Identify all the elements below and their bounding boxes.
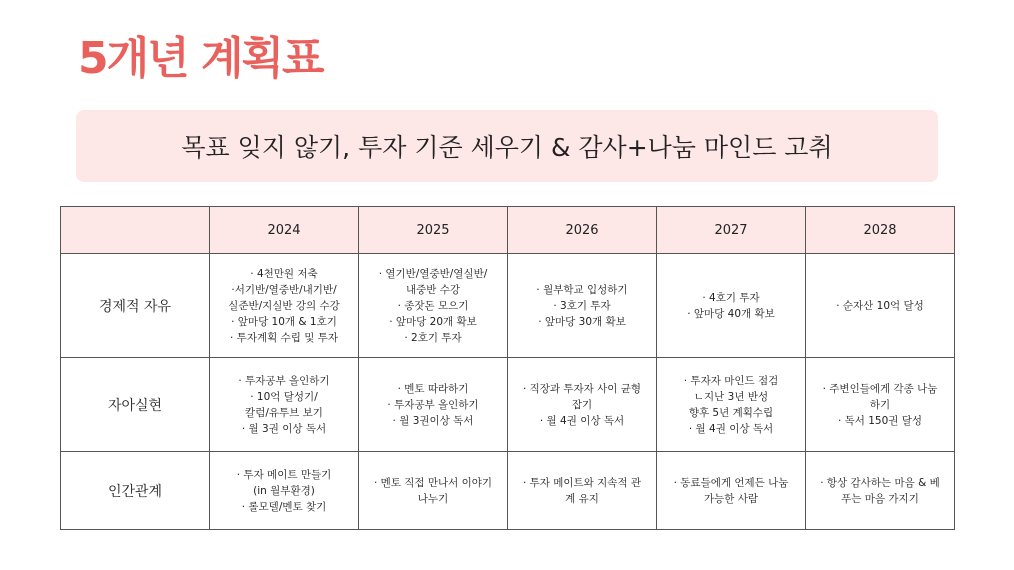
goal-text: 목표 잊지 않기, 투자 기준 세우기 & 감사+나눔 마인드 고취 — [181, 133, 833, 162]
table-cell: · 4천만원 저축 ·서기반/열중반/내기반/ 실준반/지실반 강의 수강 · 앞마당 10개 & 1호기 · 투자계획 수립 및 투자 — [210, 254, 359, 358]
goal-banner — [76, 110, 938, 182]
table-cell: · 멘토 따라하기 · 투자공부 올인하기 · 월 3권이상 독서 — [359, 358, 508, 452]
table-cell: · 직장과 투자자 사이 균형 잡기 · 월 4권 이상 독서 — [508, 358, 657, 452]
table-cell: · 4호기 투자 · 앞마당 40개 확보 — [657, 254, 806, 358]
page-title: 5개년 계획표 — [78, 33, 323, 84]
table-cell: · 동료들에게 언제든 나눔 가능한 사람 — [657, 452, 806, 530]
header-year-2026: 2026 — [508, 207, 657, 254]
table-cell: · 투자공부 올인하기 · 10억 달성기/ 칼럼/유투브 보기 · 월 3권 이상 독서 — [210, 358, 359, 452]
table-cell: · 투자자 마인드 점검 ㄴ지난 3년 반성 향후 5년 계획수립 · 월 4권 이상 독서 — [657, 358, 806, 452]
table-cell: · 항상 감사하는 마음 & 베 푸는 마음 가지기 — [806, 452, 955, 530]
row-label-relationships: 인간관계 — [61, 452, 210, 530]
table-cell: · 투자 메이트와 지속적 관 계 유지 — [508, 452, 657, 530]
table-row — [61, 358, 955, 452]
table-cell: · 주변인들에게 각종 나눔 하기 · 독서 150권 달성 — [806, 358, 955, 452]
table-cell: · 멘토 직접 만나서 이야기 나누기 — [359, 452, 508, 530]
header-year-2025: 2025 — [359, 207, 508, 254]
row-label-economic-freedom: 경제적 자유 — [61, 254, 210, 358]
row-label-self-realization: 자아실현 — [61, 358, 210, 452]
five-year-plan-table — [60, 206, 955, 530]
table-cell: · 열기반/열중반/열실반/ 내중반 수강 · 종잣돈 모으기 · 앞마당 20개 확보 · 2호기 투자 — [359, 254, 508, 358]
header-corner-cell — [61, 207, 210, 254]
table-cell: · 월부학교 입성하기 · 3호기 투자 · 앞마당 30개 확보 — [508, 254, 657, 358]
table-row — [61, 254, 955, 358]
table-header-row — [61, 207, 955, 254]
header-year-2028: 2028 — [806, 207, 955, 254]
table-cell: · 투자 메이트 만들기 (in 월부환경) · 롤모델/멘토 찾기 — [210, 452, 359, 530]
table-row — [61, 452, 955, 530]
header-year-2024: 2024 — [210, 207, 359, 254]
header-year-2027: 2027 — [657, 207, 806, 254]
table-cell: · 순자산 10억 달성 — [806, 254, 955, 358]
